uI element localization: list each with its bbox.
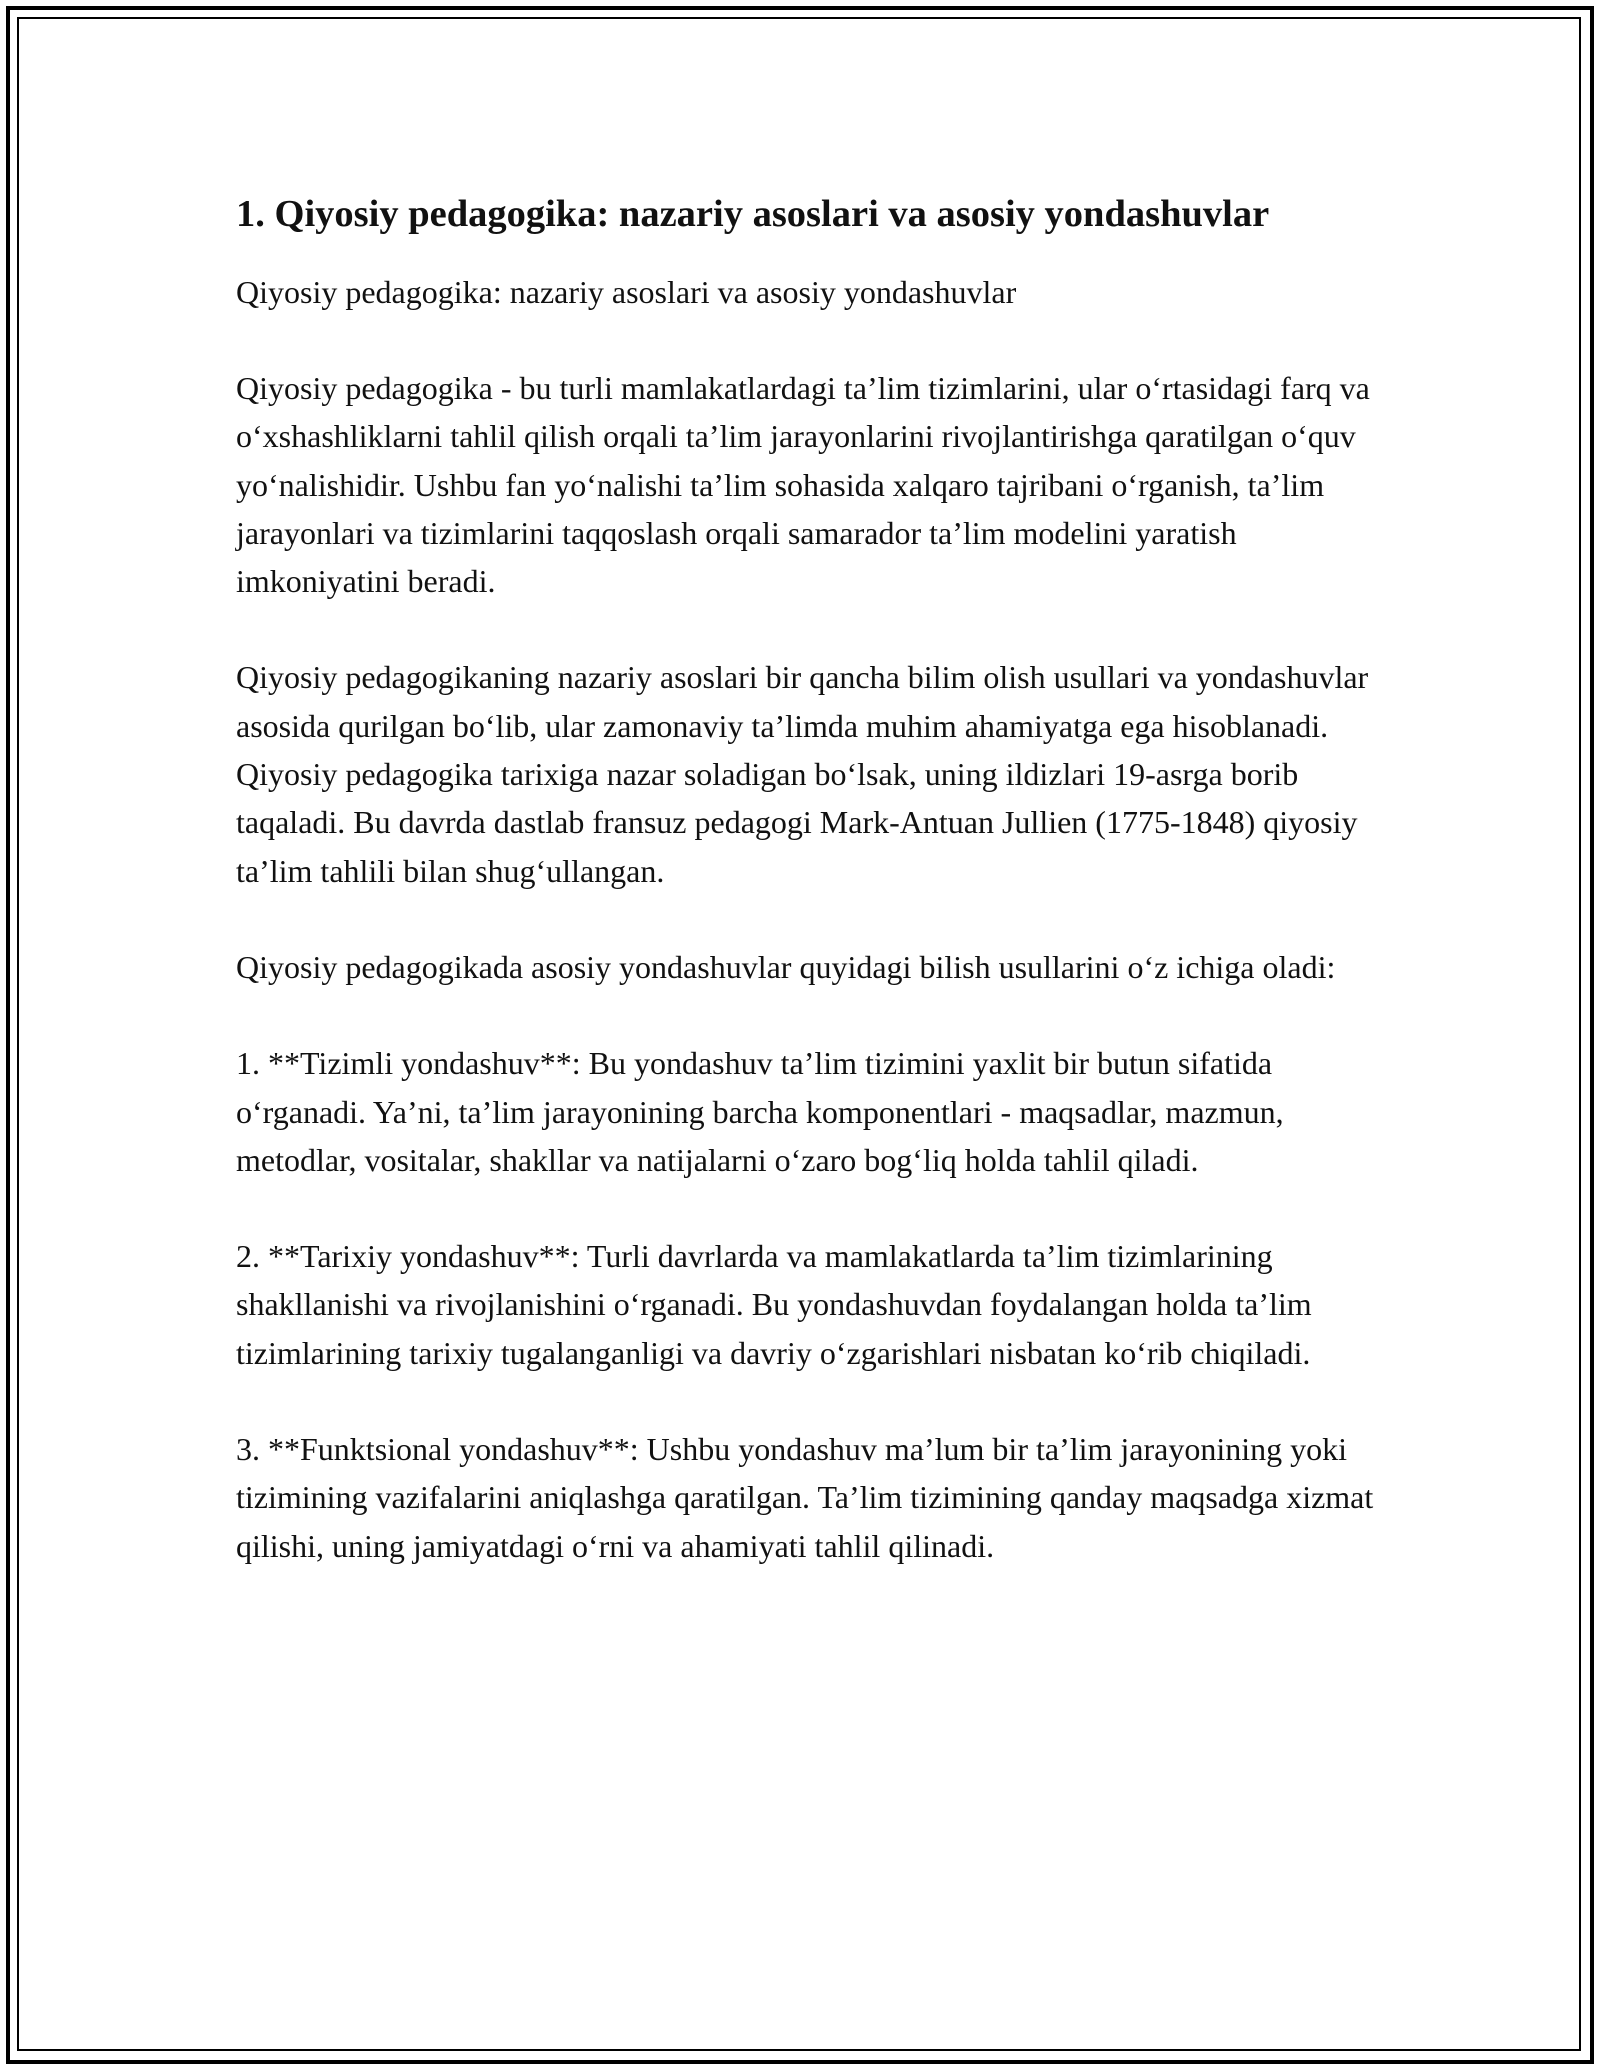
document-subtitle: Qiyosiy pedagogika: nazariy asoslari va asosiy yondashuvlar: [236, 274, 1017, 310]
document-body: [236, 186, 1386, 1570]
paragraph-historical-approach: 2. **Tarixiy yondashuv**: Turli davrlarda va mamlakatlarda ta’lim tizimlarining shakllanishi va rivojlanishini o‘rganadi. Bu yondashuvdan foydalangan holda ta’lim tizimlarining tarixiy tugalanganligi va davriy o‘zgarishlari nisbatan ko‘rib chiqiladi.: [236, 1238, 1312, 1371]
paragraph-theoretical-foundations: Qiyosiy pedagogikaning nazariy asoslari bir qancha bilim olish usullari va yondashuvlar asosida qurilgan bo‘lib, ular zamonaviy ta’limda muhim ahamiyatga ega hisoblanadi. Qiyosiy pedagogika tarixiga nazar soladigan bo‘lsak, uning ildizlari 19-asrga borib taqaladi. Bu davrda dastlab fransuz pedagogi Mark-Antuan Jullien (1775-1848) qiyosiy ta’lim tahlili bilan shug‘ullangan.: [236, 659, 1369, 889]
paragraph-functional-approach: 3. **Funktsional yondashuv**: Ushbu yondashuv ma’lum bir ta’lim jarayonining yoki tizimining vazifalarini aniqlashga qaratilgan. Ta’lim tizimining qanday maqsadga xizmat qilishi, uning jamiyatdagi o‘rni va ahamiyati tahlil qilinadi.: [236, 1431, 1374, 1564]
paragraph-approaches-intro: Qiyosiy pedagogikada asosiy yondashuvlar quyidagi bilish usullarini o‘z ichiga oladi:: [236, 948, 1336, 985]
paragraph-introduction: Qiyosiy pedagogika - bu turli mamlakatlardagi ta’lim tizimlarini, ular o‘rtasidagi farq va o‘xshashliklarni tahlil qilish orqali ta’lim jarayonlarini rivojlantirishga qaratilgan o‘quv yo‘nalishidir. Ushbu fan yo‘nalishi ta’lim sohasida xalqaro tajribani o‘rganish, ta’lim jarayonlari va tizimlarini taqqoslash orqali samarador ta’lim modelini yaratish imkoniyatini beradi.: [236, 370, 1370, 600]
page-title: 1. Qiyosiy pedagogika: nazariy asoslari va asosiy yondashuvlar: [236, 193, 1270, 235]
paragraph-systemic-approach: 1. **Tizimli yondashuv**: Bu yondashuv ta’lim tizimini yaxlit bir butun sifatida o‘rganadi. Ya’ni, ta’lim jarayonining barcha komponentlari - maqsadlar, mazmun, metodlar, vositalar, shakllar va natijalarni o‘zaro bog‘liq holda tahlil qiladi.: [236, 1045, 1284, 1178]
